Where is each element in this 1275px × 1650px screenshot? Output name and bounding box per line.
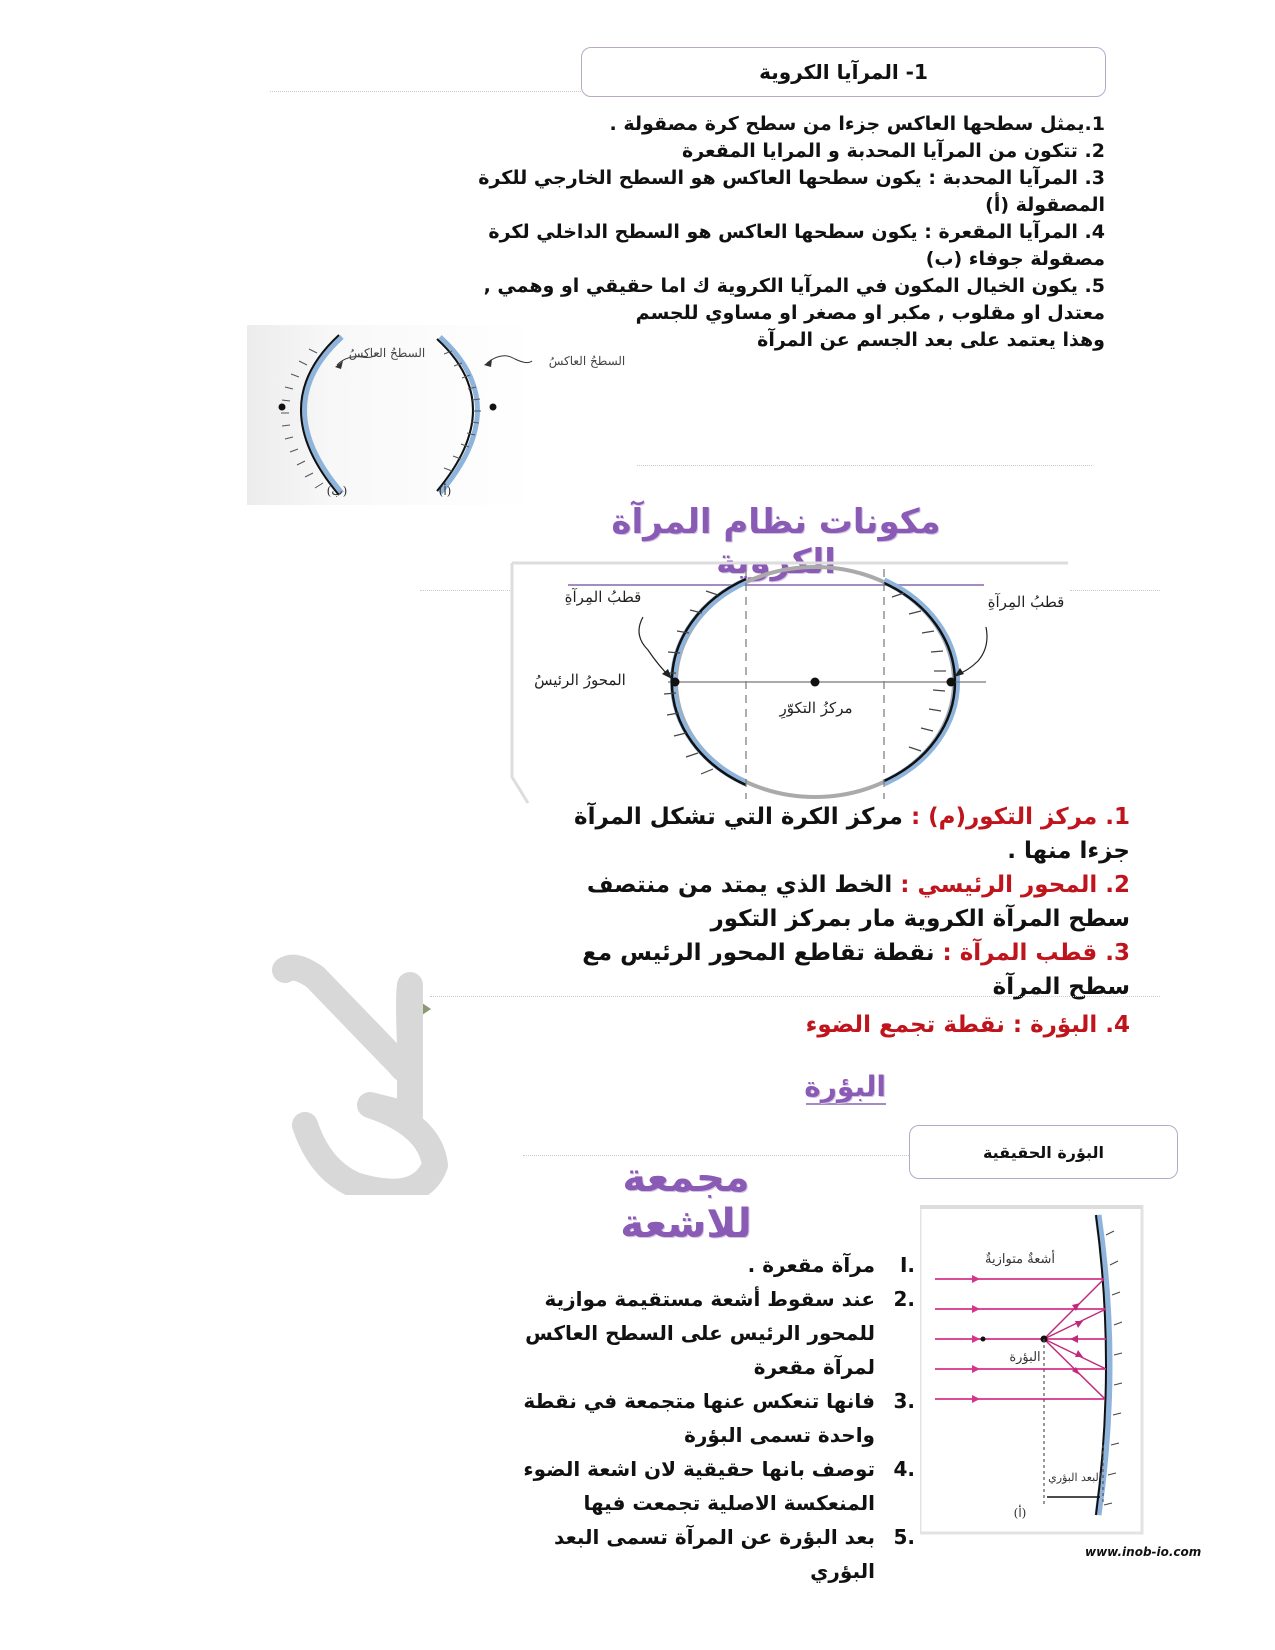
caption-b: (ب) [326, 484, 348, 498]
divider [637, 465, 1092, 466]
focus-label: البؤرة [1009, 1350, 1041, 1365]
divider [270, 91, 581, 92]
pole-label-left: قطبُ المِرآةِ [564, 588, 642, 606]
divider [420, 590, 510, 591]
section3-subtitle: مجمعة للاشعة [620, 1155, 752, 1247]
list-item: .5 بعد البؤرة عن المرآة تسمى البعد البؤري [554, 1525, 915, 1583]
list-item: 3. المرآيا المحدبة : يكون سطحها العاكس هو السطح الخارجي للكرة المصقولة (أ) [478, 167, 1105, 216]
center-of-curvature-label: مركزُ التكوّرِ [779, 699, 853, 717]
real-focus-title: البؤرة الحقيقية [982, 1142, 1105, 1162]
pole-point-right [947, 678, 956, 687]
sphere-mirror-figure [508, 555, 1068, 805]
section1-title: 1- المرآيا الكروية [759, 60, 928, 84]
list-item: وهذا يعتمد على بعد الجسم عن المرآة [757, 329, 1105, 351]
list-item: 1. مركز التكور(م) : مركز الكرة التي تشكل المرآة جزءا منها . [574, 804, 1130, 864]
real-focus-list [505, 1248, 915, 1588]
section3-title: البؤرة [804, 1070, 886, 1103]
list-item: 5. يكون الخيال المكون في المرآيا الكروية ك اما حقيقي او وهمي , معتدل او مقلوب , مكبر او مصغر او مساوي للجسم [483, 275, 1105, 324]
center-point [981, 1337, 986, 1342]
caption-a: (أ) [438, 484, 452, 498]
parallel-rays-label: أشعةٌ متوازيةٌ [985, 1252, 1055, 1267]
focal-length-label: البعد البؤري [1048, 1471, 1102, 1484]
footer-site-link[interactable]: www.inob-io.com [1085, 1545, 1202, 1559]
hatching-right [892, 593, 946, 751]
pole-label-right: قطبُ المِرآةِ [987, 593, 1065, 611]
list-item: .4 توصف بانها حقيقية لان اشعة الضوء المنعكسة الاصلية تجمعت فيها [523, 1457, 915, 1515]
watermark-logo [260, 895, 480, 1195]
principal-axis-label: المحورُ الرئيسُ [534, 671, 626, 689]
list-item: 2. المحور الرئيسي : الخط الذي يمتد من منتصف سطح المرآة الكروية مار بمركز التكور [586, 872, 1130, 932]
list-item: .2 عند سقوط أشعة مستقيمة موازية للمحور الرئيس على السطح العاكس لمرآة مقعرة [525, 1287, 915, 1379]
real-focus-box [909, 1125, 1178, 1179]
list-item: .3 فانها تنعكس عنها متجمعة في نقطة واحدة تسمى البؤرة [523, 1389, 915, 1447]
center-point [811, 678, 820, 687]
divider [1070, 590, 1160, 591]
section1-list [425, 111, 1105, 354]
list-item: 4. البؤرة : نقطة تجمع الضوء [805, 1012, 1130, 1038]
mirrors-figure [247, 325, 647, 505]
list-item: 2. تتكون من المرآيا المحدبة و المرايا المقعرة [681, 140, 1105, 162]
reflective-surface-label-left: السطحُ العاكسُ [348, 346, 426, 360]
figure-caption: (أ) [1013, 1506, 1027, 1520]
divider [430, 996, 1160, 997]
components-list [545, 800, 1130, 1042]
section1-title-box [581, 47, 1106, 97]
list-item: 1.يمثل سطحها العاكس جزءا من سطح كرة مصقولة . [609, 113, 1105, 135]
list-item: 3. قطب المرآة : نقطة تقاطع المحور الرئيس مع سطح المرآة [582, 940, 1130, 1000]
section2-title: مكونات نظام المرآة الكروية [568, 502, 984, 586]
concave-mirror-rays-figure [920, 1205, 1145, 1535]
reflective-surface-label-right: السطحُ العاكسُ [548, 354, 626, 368]
list-item: .I مرآة مقعرة . [747, 1253, 915, 1277]
list-item: 4. المرآيا المقعرة : يكون سطحها العاكس هو السطح الداخلي لكرة مصقولة جوفاء (ب) [488, 221, 1105, 270]
